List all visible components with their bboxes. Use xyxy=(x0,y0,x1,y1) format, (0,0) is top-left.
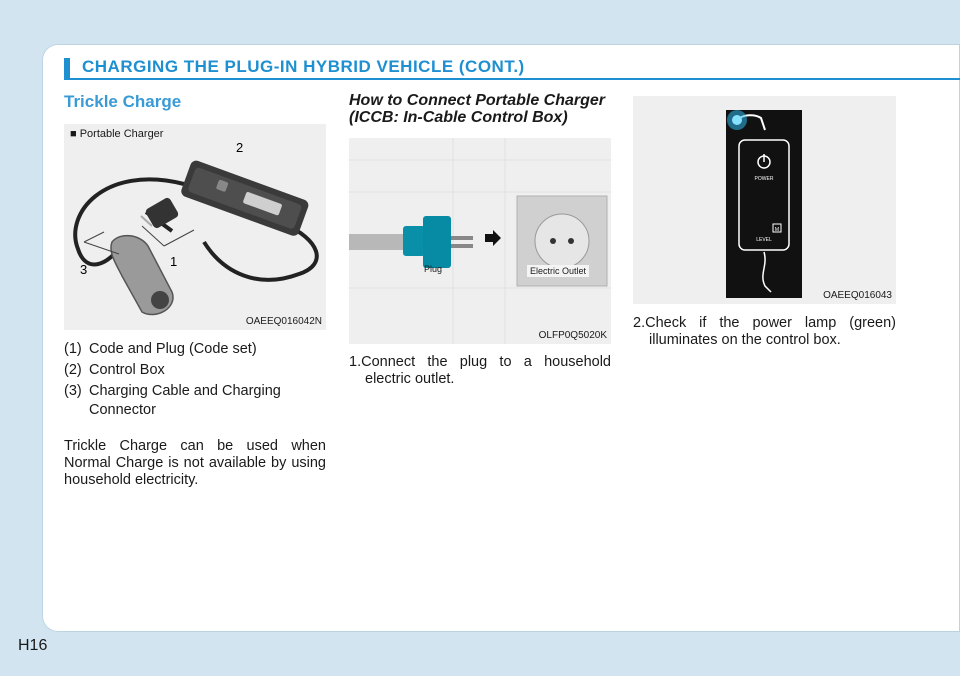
section-subtitle: How to Connect Portable Charger (ICCB: In-Cable Control Box) xyxy=(349,92,606,126)
svg-text:LEVEL: LEVEL xyxy=(756,237,772,243)
figure-code: OAEEQ016043 xyxy=(823,290,892,301)
page-number: H16 xyxy=(18,637,48,654)
header-title: CHARGING THE PLUG-IN HYBRID VEHICLE (CONT.) xyxy=(82,57,525,76)
plug-label: Plug xyxy=(424,264,443,274)
trickle-charge-description: Trickle Charge can be used when Normal Charge is not available by using household electricity. xyxy=(64,438,326,488)
control-box-illustration xyxy=(633,96,896,304)
plug-body xyxy=(423,216,451,268)
control-box-figure xyxy=(633,96,896,304)
cable xyxy=(349,234,405,250)
plug-outlet-figure xyxy=(349,138,611,344)
list-item: (1) Code and Plug (Code set) xyxy=(64,341,257,357)
header-accent-bar xyxy=(64,58,70,78)
section-title: Trickle Charge xyxy=(64,92,182,111)
portable-charger-figure xyxy=(64,124,326,330)
figure-caption: ■ Portable Charger xyxy=(70,128,164,140)
step-2: 2.Check if the power lamp (green) illuminates on the control box. xyxy=(633,315,896,348)
plug-body-small xyxy=(403,226,425,256)
column-connect-charger xyxy=(349,92,611,388)
list-item: (2) Control Box xyxy=(64,362,165,378)
component-list xyxy=(64,340,326,420)
plug-outlet-illustration xyxy=(349,138,611,344)
figure-code: OAEEQ016042N xyxy=(245,316,322,327)
step-1: 1.Connect the plug to a household electric outlet. xyxy=(349,354,611,387)
callout-1: 1 xyxy=(170,254,178,269)
header-rule xyxy=(64,78,960,80)
electric-outlet-label: Electric Outlet xyxy=(527,265,589,277)
section-header xyxy=(64,56,960,80)
charger-cable-2 xyxy=(204,224,317,280)
column-power-lamp xyxy=(633,92,896,349)
arrow-right-icon xyxy=(485,230,501,246)
column-trickle-charge xyxy=(64,92,326,489)
plug-pin xyxy=(451,236,473,240)
svg-text:POWER: POWER xyxy=(754,176,774,182)
figure-code: OLFP0Q5020K xyxy=(538,330,607,341)
callout-2: 2 xyxy=(236,140,244,155)
callout-3: 3 xyxy=(80,262,88,277)
svg-text:M: M xyxy=(774,227,780,233)
portable-charger-illustration xyxy=(64,124,326,330)
list-item: (3) Charging Cable and Charging Connector xyxy=(64,383,281,418)
